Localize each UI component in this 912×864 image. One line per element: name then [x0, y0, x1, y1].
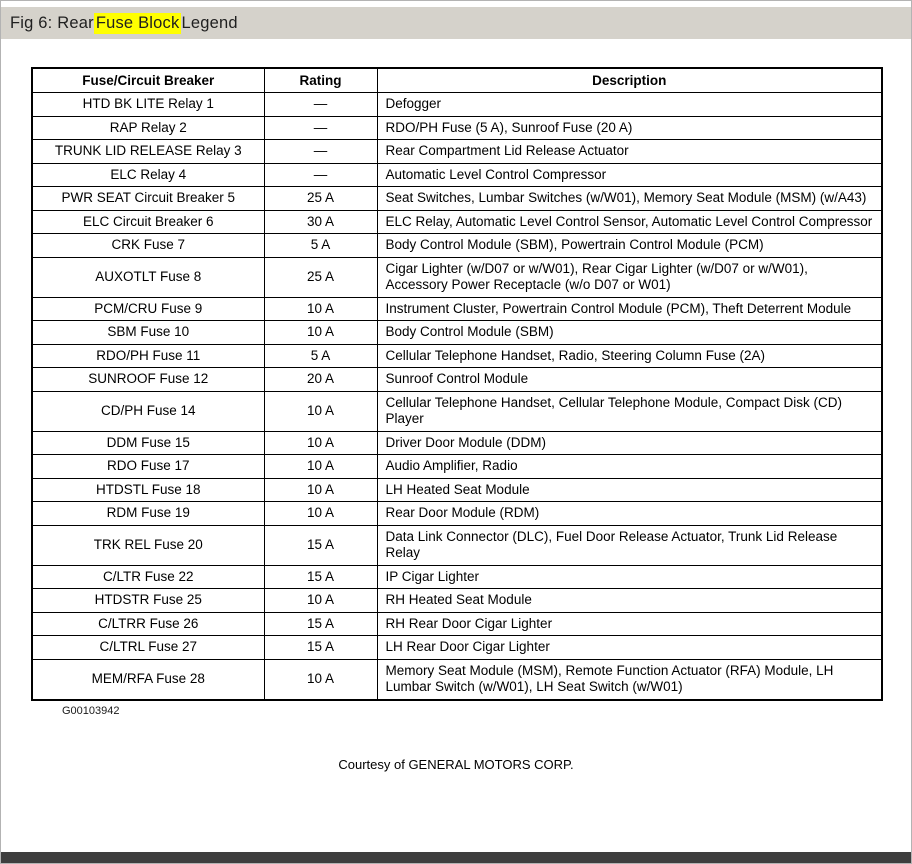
fuse-name-cell: TRUNK LID RELEASE Relay 3: [32, 140, 264, 164]
rating-cell: 20 A: [264, 368, 377, 392]
description-cell: Automatic Level Control Compressor: [377, 163, 882, 187]
table-row: [32, 344, 882, 368]
description-cell: Cigar Lighter (w/D07 or w/W01), Rear Cigar Lighter (w/D07 or w/W01), Accessory Power Receptacle (w/o D07 or W01): [377, 257, 882, 297]
fuse-legend-table: [31, 67, 883, 701]
table-row: [32, 636, 882, 660]
table-row: [32, 478, 882, 502]
rating-cell: 10 A: [264, 455, 377, 479]
courtesy-caption: Courtesy of GENERAL MOTORS CORP.: [338, 756, 574, 772]
fuse-name-cell: CRK Fuse 7: [32, 234, 264, 258]
bottom-bar: [1, 852, 911, 863]
fuse-name-cell: C/LTR Fuse 22: [32, 565, 264, 589]
description-cell: RDO/PH Fuse (5 A), Sunroof Fuse (20 A): [377, 116, 882, 140]
fuse-name-cell: RDO/PH Fuse 11: [32, 344, 264, 368]
table-row: [32, 187, 882, 211]
description-cell: IP Cigar Lighter: [377, 565, 882, 589]
fuse-table-body: [32, 93, 882, 700]
description-cell: Body Control Module (SBM): [377, 321, 882, 345]
fuse-name-cell: C/LTRR Fuse 26: [32, 612, 264, 636]
description-cell: RH Heated Seat Module: [377, 589, 882, 613]
fuse-name-cell: TRK REL Fuse 20: [32, 525, 264, 565]
header-row: [32, 68, 882, 93]
fuse-name-cell: HTDSTL Fuse 18: [32, 478, 264, 502]
rating-cell: 15 A: [264, 636, 377, 660]
description-cell: Rear Compartment Lid Release Actuator: [377, 140, 882, 164]
description-cell: Rear Door Module (RDM): [377, 502, 882, 526]
description-cell: Driver Door Module (DDM): [377, 431, 882, 455]
figure-title-highlight: Fuse Block: [95, 13, 180, 32]
col-header-description: Description: [377, 68, 882, 93]
description-cell: Defogger: [377, 93, 882, 117]
fuse-name-cell: RAP Relay 2: [32, 116, 264, 140]
table-row: [32, 140, 882, 164]
table-row: [32, 589, 882, 613]
description-cell: Seat Switches, Lumbar Switches (w/W01), Memory Seat Module (MSM) (w/A43): [377, 187, 882, 211]
rating-cell: 10 A: [264, 391, 377, 431]
description-cell: Instrument Cluster, Powertrain Control Module (PCM), Theft Deterrent Module: [377, 297, 882, 321]
table-row: [32, 391, 882, 431]
rating-cell: —: [264, 140, 377, 164]
description-cell: Sunroof Control Module: [377, 368, 882, 392]
table-row: [32, 612, 882, 636]
rating-cell: —: [264, 93, 377, 117]
table-row: [32, 210, 882, 234]
rating-cell: 5 A: [264, 344, 377, 368]
table-row: [32, 297, 882, 321]
rating-cell: 10 A: [264, 589, 377, 613]
table-row: [32, 257, 882, 297]
rating-cell: 10 A: [264, 478, 377, 502]
rating-cell: 25 A: [264, 257, 377, 297]
table-row: [32, 321, 882, 345]
fuse-name-cell: HTD BK LITE Relay 1: [32, 93, 264, 117]
table-row: [32, 525, 882, 565]
fuse-name-cell: AUXOTLT Fuse 8: [32, 257, 264, 297]
table-row: [32, 659, 882, 700]
rating-cell: 5 A: [264, 234, 377, 258]
rating-cell: 10 A: [264, 502, 377, 526]
fuse-name-cell: HTDSTR Fuse 25: [32, 589, 264, 613]
fuse-name-cell: SUNROOF Fuse 12: [32, 368, 264, 392]
fuse-name-cell: MEM/RFA Fuse 28: [32, 659, 264, 700]
table-row: [32, 502, 882, 526]
fuse-table-header: [32, 68, 882, 93]
figure-title-prefix: Fig 6: Rear: [10, 13, 94, 32]
table-row: [32, 163, 882, 187]
fuse-name-cell: ELC Relay 4: [32, 163, 264, 187]
description-cell: LH Heated Seat Module: [377, 478, 882, 502]
rating-cell: 15 A: [264, 565, 377, 589]
table-row: [32, 455, 882, 479]
description-cell: Memory Seat Module (MSM), Remote Function Actuator (RFA) Module, LH Lumbar Switch (w/W01), LH Seat Switch (w/W01): [377, 659, 882, 700]
fuse-name-cell: C/LTRL Fuse 27: [32, 636, 264, 660]
figure-title-bar: [1, 7, 911, 39]
description-cell: Body Control Module (SBM), Powertrain Control Module (PCM): [377, 234, 882, 258]
table-container: [31, 67, 881, 717]
figure-title-suffix: Legend: [181, 13, 238, 32]
table-row: [32, 565, 882, 589]
description-cell: Data Link Connector (DLC), Fuel Door Release Actuator, Trunk Lid Release Relay: [377, 525, 882, 565]
description-cell: ELC Relay, Automatic Level Control Sensor, Automatic Level Control Compressor: [377, 210, 882, 234]
rating-cell: 10 A: [264, 297, 377, 321]
table-row: [32, 368, 882, 392]
rating-cell: 10 A: [264, 431, 377, 455]
rating-cell: 10 A: [264, 659, 377, 700]
col-header-fuse-circuit-breaker: Fuse/Circuit Breaker: [32, 68, 264, 93]
col-header-rating: Rating: [264, 68, 377, 93]
table-row: [32, 431, 882, 455]
fuse-name-cell: DDM Fuse 15: [32, 431, 264, 455]
fuse-name-cell: RDO Fuse 17: [32, 455, 264, 479]
fuse-name-cell: PCM/CRU Fuse 9: [32, 297, 264, 321]
rating-cell: —: [264, 163, 377, 187]
description-cell: LH Rear Door Cigar Lighter: [377, 636, 882, 660]
fuse-name-cell: SBM Fuse 10: [32, 321, 264, 345]
description-cell: RH Rear Door Cigar Lighter: [377, 612, 882, 636]
fuse-name-cell: ELC Circuit Breaker 6: [32, 210, 264, 234]
rating-cell: 30 A: [264, 210, 377, 234]
rating-cell: 15 A: [264, 612, 377, 636]
rating-cell: 15 A: [264, 525, 377, 565]
description-cell: Cellular Telephone Handset, Radio, Steering Column Fuse (2A): [377, 344, 882, 368]
description-cell: Cellular Telephone Handset, Cellular Telephone Module, Compact Disk (CD) Player: [377, 391, 882, 431]
table-row: [32, 93, 882, 117]
table-row: [32, 234, 882, 258]
table-row: [32, 116, 882, 140]
rating-cell: —: [264, 116, 377, 140]
fuse-name-cell: CD/PH Fuse 14: [32, 391, 264, 431]
description-cell: Audio Amplifier, Radio: [377, 455, 882, 479]
figure-id: G00103942: [62, 704, 120, 717]
fuse-name-cell: RDM Fuse 19: [32, 502, 264, 526]
rating-cell: 25 A: [264, 187, 377, 211]
rating-cell: 10 A: [264, 321, 377, 345]
fuse-name-cell: PWR SEAT Circuit Breaker 5: [32, 187, 264, 211]
